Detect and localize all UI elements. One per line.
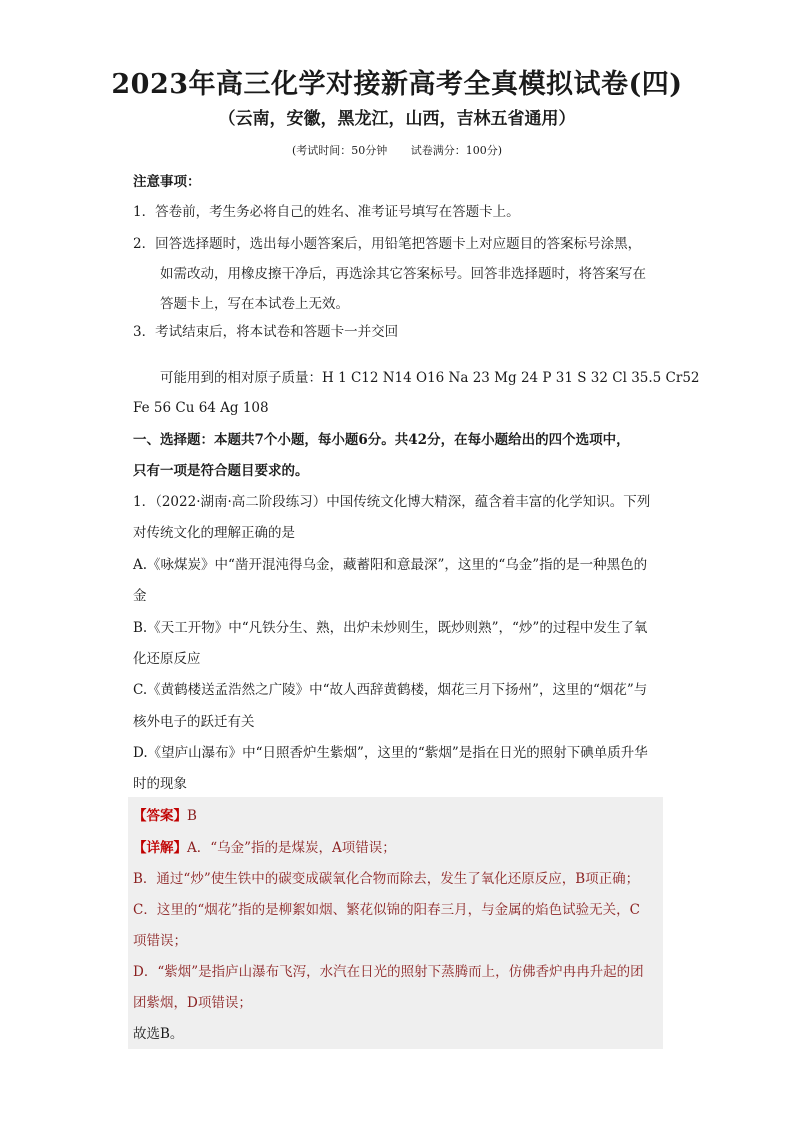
section-heading: 只有一项是符合题目要求的。	[133, 463, 309, 479]
detail-label: 【详解】	[133, 840, 187, 856]
option-a: 金	[133, 588, 147, 604]
answer-value: B	[187, 808, 197, 824]
exam-score: 试卷满分：100分)	[410, 144, 503, 157]
detail-line	[133, 838, 396, 858]
option-d: 时的现象	[133, 776, 187, 792]
option-c: 核外电子的跃迁有关	[133, 714, 255, 730]
question-stem: 1．（2022·湖南·高二阶段练习）中国传统文化博大精深，蕴含着丰富的化学知识。下列	[133, 494, 651, 510]
option-a: A.《咏煤炭》中“凿开混沌得乌金，藏蓄阳和意最深”，这里的“乌金”指的是一种黑色的	[133, 557, 648, 573]
option-b: 化还原反应	[133, 651, 201, 667]
page-subtitle: （云南，安徽，黑龙江，山西，吉林五省通用）	[218, 109, 576, 129]
detail-text: 团紫烟，D项错误；	[133, 995, 252, 1011]
notice-item: 2．回答选择题时，选出每小题答案后，用铅笔把答题卡上对应题目的答案标号涂黑，	[133, 236, 642, 252]
section-heading: 一、选择题：本题共7个小题，每小题6分。共42分，在每小题给出的四个选项中，	[133, 432, 630, 448]
conclusion-text: 故选B。	[133, 1026, 184, 1042]
option-c: C.《黄鹤楼送孟浩然之广陵》中“故人西辞黄鹤楼，烟花三月下扬州”，这里的“烟花”与	[133, 682, 648, 698]
answer-label: 【答案】	[133, 808, 187, 824]
detail-text: C．这里的“烟花”指的是柳絮如烟、繁花似锦的阳春三月，与金属的焰色试验无关，C	[133, 902, 640, 918]
detail-text: A．“乌金”指的是煤炭，A项错误；	[187, 840, 396, 856]
option-b: B.《天工开物》中“凡铁分生、熟，出炉未炒则生，既炒则熟”，“炒”的过程中发生了氧	[133, 620, 648, 636]
atomic-mass-line: Fe 56 Cu 64 Ag 108	[133, 400, 269, 416]
atomic-mass-line: 可能用到的相对原子质量：H 1 C12 N14 O16 Na 23 Mg 24 P 31 S 32 Cl 35.5 Cr52	[160, 370, 700, 386]
notice-item: 1．答卷前，考生务必将自己的姓名、准考证号填写在答题卡上。	[133, 204, 520, 220]
answer-line	[133, 806, 197, 826]
detail-text: D．“紫烟”是指庐山瀑布飞泻，水汽在日光的照射下蒸腾而上，仿佛香炉冉冉升起的团	[133, 964, 644, 980]
question-stem: 对传统文化的理解正确的是	[133, 525, 295, 541]
notice-item: 如需改动，用橡皮擦干净后，再选涂其它答案标号。回答非选择题时，将答案写在	[160, 266, 646, 282]
exam-meta	[0, 142, 794, 158]
page-title: 2023年高三化学对接新高考全真模拟试卷(四)	[111, 69, 683, 100]
notice-item: 3．考试结束后，将本试卷和答题卡一并交回	[133, 324, 399, 340]
detail-text: 项错误；	[133, 933, 187, 949]
detail-text: B．通过“炒”使生铁中的碳变成碳氧化合物而除去，发生了氧化还原反应，B项正确；	[133, 871, 640, 887]
notice-heading: 注意事项：	[133, 174, 201, 190]
exam-time: (考试时间：50分钟	[291, 144, 388, 157]
notice-item: 答题卡上，写在本试卷上无效。	[160, 296, 349, 312]
option-d: D.《望庐山瀑布》中“日照香炉生紫烟”，这里的“紫烟”是指在日光的照射下碘单质升华	[133, 745, 648, 761]
